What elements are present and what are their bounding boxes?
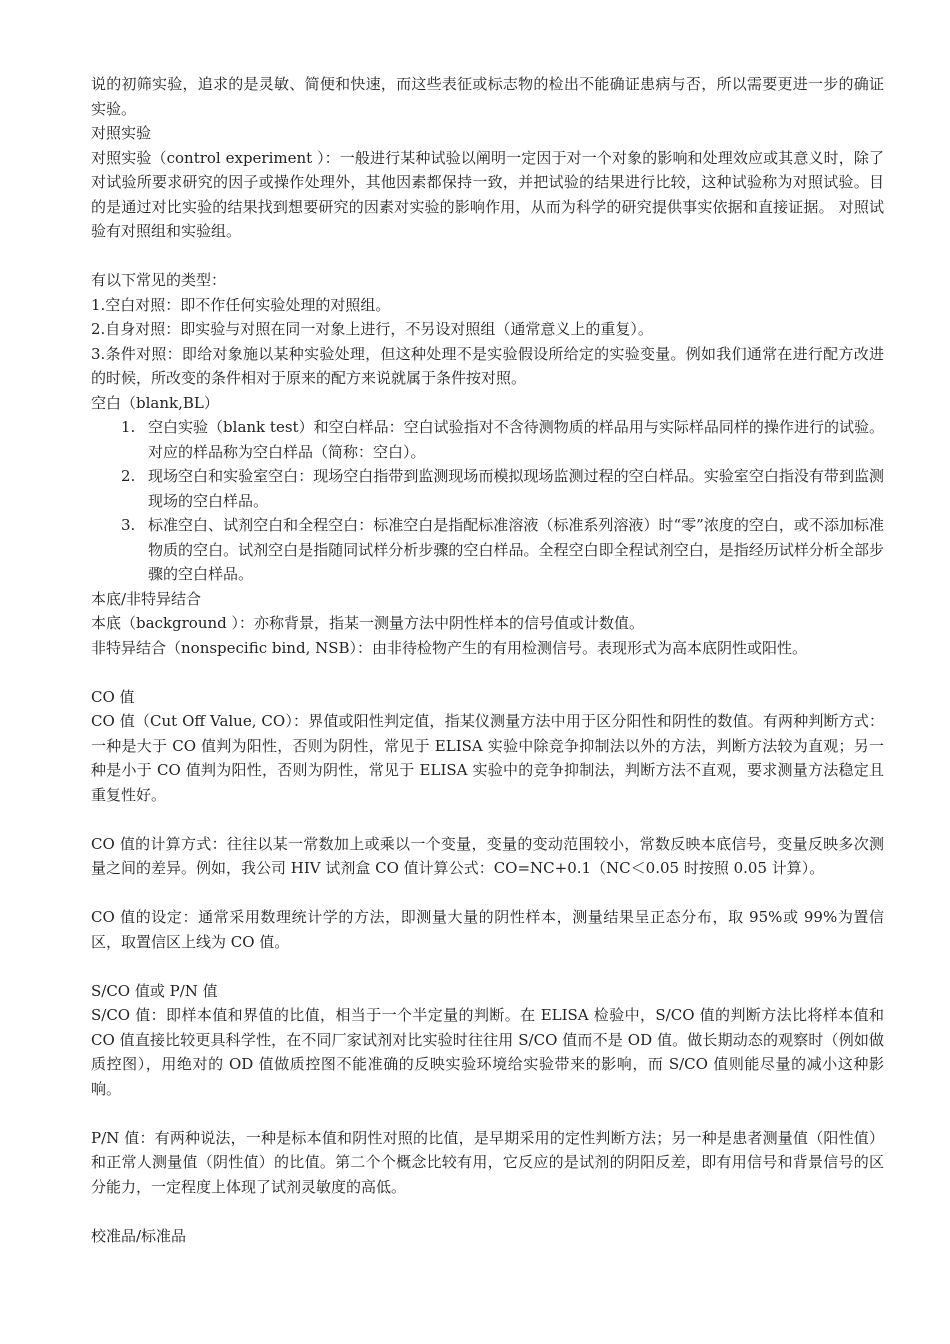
blank-list [91, 415, 884, 587]
blank-list-item [91, 464, 884, 513]
co-calc-paragraph: CO 值的计算方式：往往以某一常数加上或乘以一个变量，变量的变动范围较小，常数反映本底信号，变量反映多次测量之间的差异。例如，我公司 HIV 试剂盒 CO 值计算公式：CO=NC+0.1（NC＜0.05 时按照 0.05 计算）。 [91, 834, 884, 877]
control-experiment-paragraph: 对照实验（control experiment ）：一般进行某种试验以阐明一定因于对一个对象的影响和处理效应或其意义时，除了对试验所要求研究的因子或操作处理外，其他因素都保持一致，并把试验的结果进行比较，这种试验称为对照试验。目的是通过对比实验的结果找到想要研究的因素对实验的影响作用，从而为科学的研究提供事实依据和直接证据。 对照试验有对照组和实验组。 [91, 148, 884, 240]
list-text: 空白实验（blank test）和空白样品：空白试验指对不含待测物质的样品用与实际样品同样的操作进行的试验。对应的样品称为空白样品（简称：空白）。 [148, 418, 884, 461]
blank-list-item [91, 415, 884, 464]
document-page [91, 72, 884, 1248]
heading-calibrator: 校准品/标准品 [91, 1226, 187, 1245]
co-set-paragraph: CO 值的设定：通常采用数理统计学的方法，即测量大量的阴性样本，测量结果呈正态分布，取 95%或 99%为置信区，取置信区上线为 CO 值。 [91, 908, 884, 951]
blank-line [91, 1199, 884, 1224]
blank-line [91, 1101, 884, 1126]
heading-co: CO 值 [91, 687, 135, 706]
blank-line [91, 954, 884, 979]
blank-line [91, 881, 884, 906]
blank-line [91, 807, 884, 832]
list-number: 2. [121, 467, 136, 485]
pn-paragraph: P/N 值：有两种说法，一种是标本值和阴性对照的比值，是早期采用的定性判断方法；另一种是患者测量值（阳性值）和正常人测量值（阴性值）的比值。第二个个概念比较有用，它反应的是试剂的阴阳反差，即有用信号和背景信号的区分能力，一定程度上体现了试剂灵敏度的高低。 [91, 1128, 884, 1196]
heading-background: 本底/非特异结合 [91, 589, 202, 608]
list-number: 1. [121, 418, 136, 436]
types-intro: 有以下常见的类型： [91, 271, 227, 289]
heading-sco-pn: S/CO 值或 P/N 值 [91, 981, 218, 1000]
type-item-2: 2.自身对照：即实验与对照在同一对象上进行，不另设对照组（通常意义上的重复）。 [91, 320, 653, 338]
list-text: 现场空白和实验室空白：现场空白指带到监测现场而模拟现场监测过程的空白样品。实验室空白指没有带到监测现场的空白样品。 [148, 467, 884, 510]
sco-paragraph: S/CO 值：即样本值和界值的比值，相当于一个半定量的判断。在 ELISA 检验中，S/CO 值的判断方法比将样本值和 CO 值直接比较更具科学性，在不同厂家试剂对比实验时往往用 S/CO 值而不是 OD 值。做长期动态的观察时（例如做质控图），用绝对的 OD 值做质控图不能准确的反映实验环境给实验带来的影响，而 S/CO 值则能尽量的减小这种影响。 [91, 1006, 884, 1098]
type-item-3: 3.条件对照：即给对象施以某种实验处理，但这种处理不是实验假设所给定的实验变量。例如我们通常在进行配方改进的时候，所改变的条件相对于原来的配方来说就属于条件按对照。 [91, 344, 884, 387]
list-number: 3. [121, 516, 136, 534]
blank-line [91, 244, 884, 269]
background-paragraph: 本底（background ）：亦称背景，指某一测量方法中阴性样本的信号值或计数值。 [91, 614, 645, 632]
blank-line [91, 660, 884, 685]
intro-paragraph: 说的初筛实验，追求的是灵敏、简便和快速，而这些表征或标志物的检出不能确证患病与否，所以需要更进一步的确证实验。 [91, 75, 884, 118]
type-item-1: 1.空白对照：即不作任何实验处理的对照组。 [91, 295, 391, 314]
heading-control-experiment: 对照实验 [91, 124, 152, 142]
co-paragraph: CO 值（Cut Off Value, CO）：界值或阳性判定值，指某仪测量方法中用于区分阳性和阴性的数值。有两种判断方式：一种是大于 CO 值判为阳性，否则为阴性，常见于 ELISA 实验中除竞争抑制法以外的方法，判断方法较为直观；另一种是小于 CO 值判为阳性，否则为阴性，常见于 ELISA 实验中的竞争抑制法，判断方法不直观，要求测量方法稳定且重复性好。 [91, 712, 884, 804]
heading-blank: 空白（blank,BL） [91, 393, 219, 412]
nsb-paragraph: 非特异结合（nonspecific bind, NSB）：由非待检物产生的有用检测信号。表现形式为高本底阴性或阳性。 [91, 638, 808, 657]
list-text: 标准空白、试剂空白和全程空白：标准空白是指配标准溶液（标准系列溶液）时“零”浓度的空白，或不添加标准物质的空白。试剂空白是指随同试样分析步骤的空白样品。全程空白即全程试剂空白，是指经历试样分析全部步骤的空白样品。 [148, 516, 884, 583]
blank-list-item [91, 513, 884, 587]
